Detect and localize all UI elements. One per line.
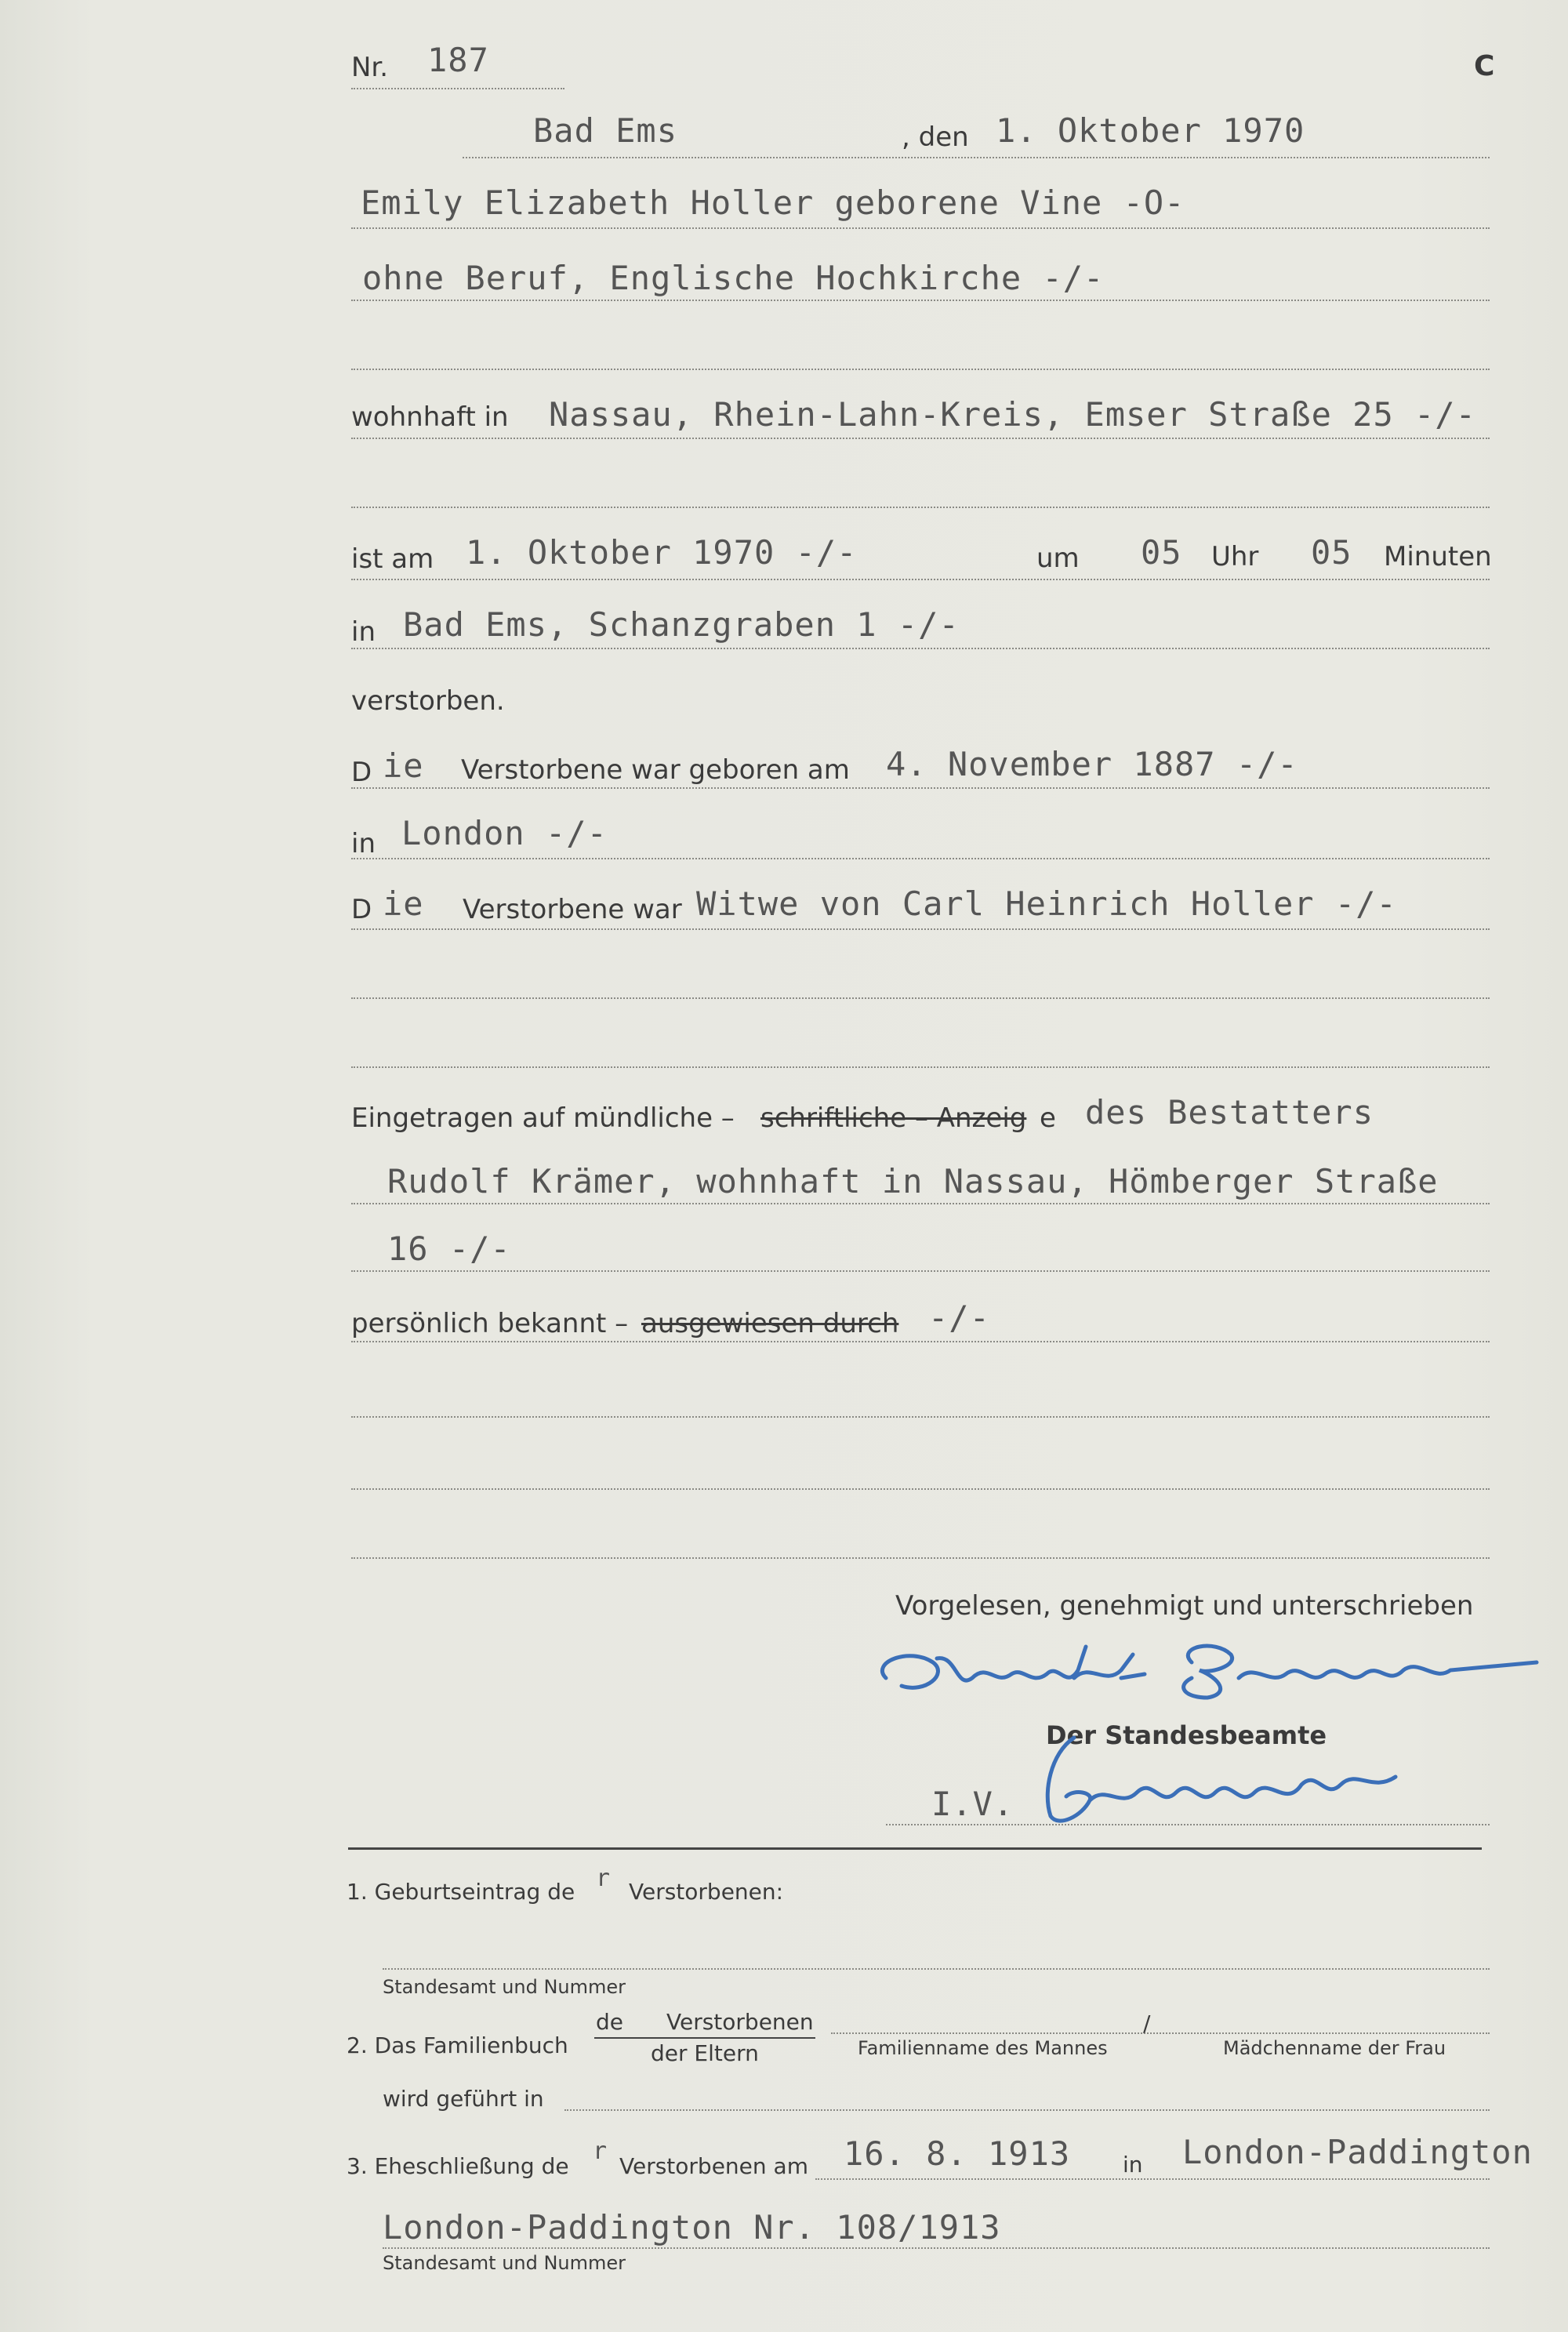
den-label: , den [902,122,969,153]
familienname-mann-label: Familienname des Mannes [858,2037,1108,2059]
blank-underline-6 [351,1488,1490,1490]
struck-tail: e [1040,1102,1056,1134]
marriage-in-label: in [1123,2152,1143,2178]
vorgelesen-text: Vorgelesen, genehmigt und unterschrieben [895,1590,1474,1622]
section-divider [348,1847,1482,1850]
birth-date: 4. November 1887 -/- [886,745,1298,783]
place-of-record: Bad Ems [533,111,678,150]
nr-value: 187 [427,41,489,79]
residence-value: Nassau, Rhein-Lahn-Kreis, Emser Straße 25 -/- [549,395,1476,434]
birth-d-suffix: ie [383,746,424,785]
marriage-registry-underline [383,2247,1490,2249]
blank-underline-4 [351,1066,1490,1068]
date-underline [463,157,1490,158]
bestatter-label: des Bestatters [1085,1093,1374,1131]
note-2-underline [831,2032,1490,2034]
note-2-eltern: der Eltern [651,2040,759,2066]
um-label: um [1036,543,1080,574]
maedchenname-label: Mädchenname der Frau [1223,2037,1446,2059]
marriage-place: London-Paddington [1182,2133,1533,2171]
blank-underline-5 [351,1416,1490,1418]
bekannt-label: persönlich bekannt – [351,1308,629,1339]
death-date: 1. Oktober 1970 -/- [466,533,858,572]
gefuehrt-underline [564,2109,1490,2111]
eingetragen-label: Eingetragen auf mündliche – [351,1102,735,1134]
bekannt-value: -/- [928,1299,990,1337]
birth-label: Verstorbene war geboren am [461,754,850,786]
bekannt-underline [351,1341,1490,1342]
note-3-sup: r [593,2138,608,2165]
marital-underline [351,928,1490,930]
note-2-verstorbenen: Verstorbenen [666,2009,814,2035]
uhr-label: Uhr [1211,541,1259,572]
iv-label: I.V. [931,1785,1014,1823]
minuten-label: Minuten [1384,541,1492,572]
marriage-registry: London-Paddington Nr. 108/1913 [383,2208,1001,2247]
note-3-label: 3. Eheschließung de [347,2153,569,2179]
occupation-underline [351,300,1490,301]
note-1-sup: r [596,1865,612,1892]
nr-underline [351,88,564,89]
death-in-label: in [351,616,376,648]
note-1-tail: Verstorbenen: [629,1879,784,1905]
gefuehrt-label: wird geführt in [383,2086,544,2112]
registrar-signature [1019,1722,1427,1840]
note-1-underline [383,1968,1490,1970]
deceased-name: Emily Elizabeth Holler geborene Vine -O- [361,183,1185,222]
death-date-underline [351,579,1490,580]
birth-place: London -/- [401,814,608,852]
birth-place-underline [351,858,1490,859]
marital-value: Witwe von Carl Heinrich Holler -/- [696,884,1397,923]
corner-letter: C [1474,50,1495,82]
marriage-underline [815,2178,1490,2180]
marital-d-label: D [351,894,372,925]
struck-anzeige: schriftliche – Anzeig [760,1102,1027,1134]
name-underline [351,227,1490,229]
note-2-de: de [596,2009,623,2035]
marital-label: Verstorbene war [463,894,682,925]
informant-line-1: Rudolf Krämer, wohnhaft in Nassau, Hömberger Straße [387,1162,1439,1201]
residence-label: wohnhaft in [351,401,509,433]
death-place: Bad Ems, Schanzgraben 1 -/- [403,605,960,644]
bekannt-struck: ausgewiesen durch [641,1308,899,1339]
note-2-fraction-line [594,2037,815,2039]
ist-am-label: ist am [351,543,434,575]
blank-underline-2 [351,507,1490,508]
nr-label: Nr. [351,52,389,83]
note-2-label: 2. Das Familienbuch [347,2032,568,2058]
birth-date-underline [351,787,1490,789]
birth-d-label: D [351,757,372,788]
informant-signature [862,1631,1552,1717]
informant-line-2: 16 -/- [387,1230,511,1268]
standesbeamte-label: Der Standesbeamte [1046,1720,1327,1750]
standesamt-label-1: Standesamt und Nummer [383,1976,626,1998]
informant-underline-1 [351,1203,1490,1204]
blank-underline-1 [351,369,1490,370]
verstorben-label: verstorben. [351,685,505,717]
occupation-religion: ohne Beruf, Englische Hochkirche -/- [362,259,1105,297]
record-date: 1. Oktober 1970 [996,111,1305,150]
note-3-tail: Verstorbenen am [619,2153,808,2179]
death-hour: 05 [1141,533,1182,572]
marital-d-suffix: ie [383,884,424,923]
death-place-underline [351,648,1490,649]
blank-underline-3 [351,997,1490,999]
signature-underline [886,1824,1490,1825]
blank-underline-7 [351,1557,1490,1559]
note-1-label: 1. Geburtseintrag de [347,1879,575,1905]
marriage-date: 16. 8. 1913 [844,2134,1071,2173]
residence-underline [351,438,1490,439]
informant-underline-2 [351,1270,1490,1272]
name-separator: / [1143,2011,1151,2036]
birth-in-label: in [351,828,376,859]
death-minute: 05 [1311,533,1352,572]
standesamt-label-2: Standesamt und Nummer [383,2252,626,2274]
